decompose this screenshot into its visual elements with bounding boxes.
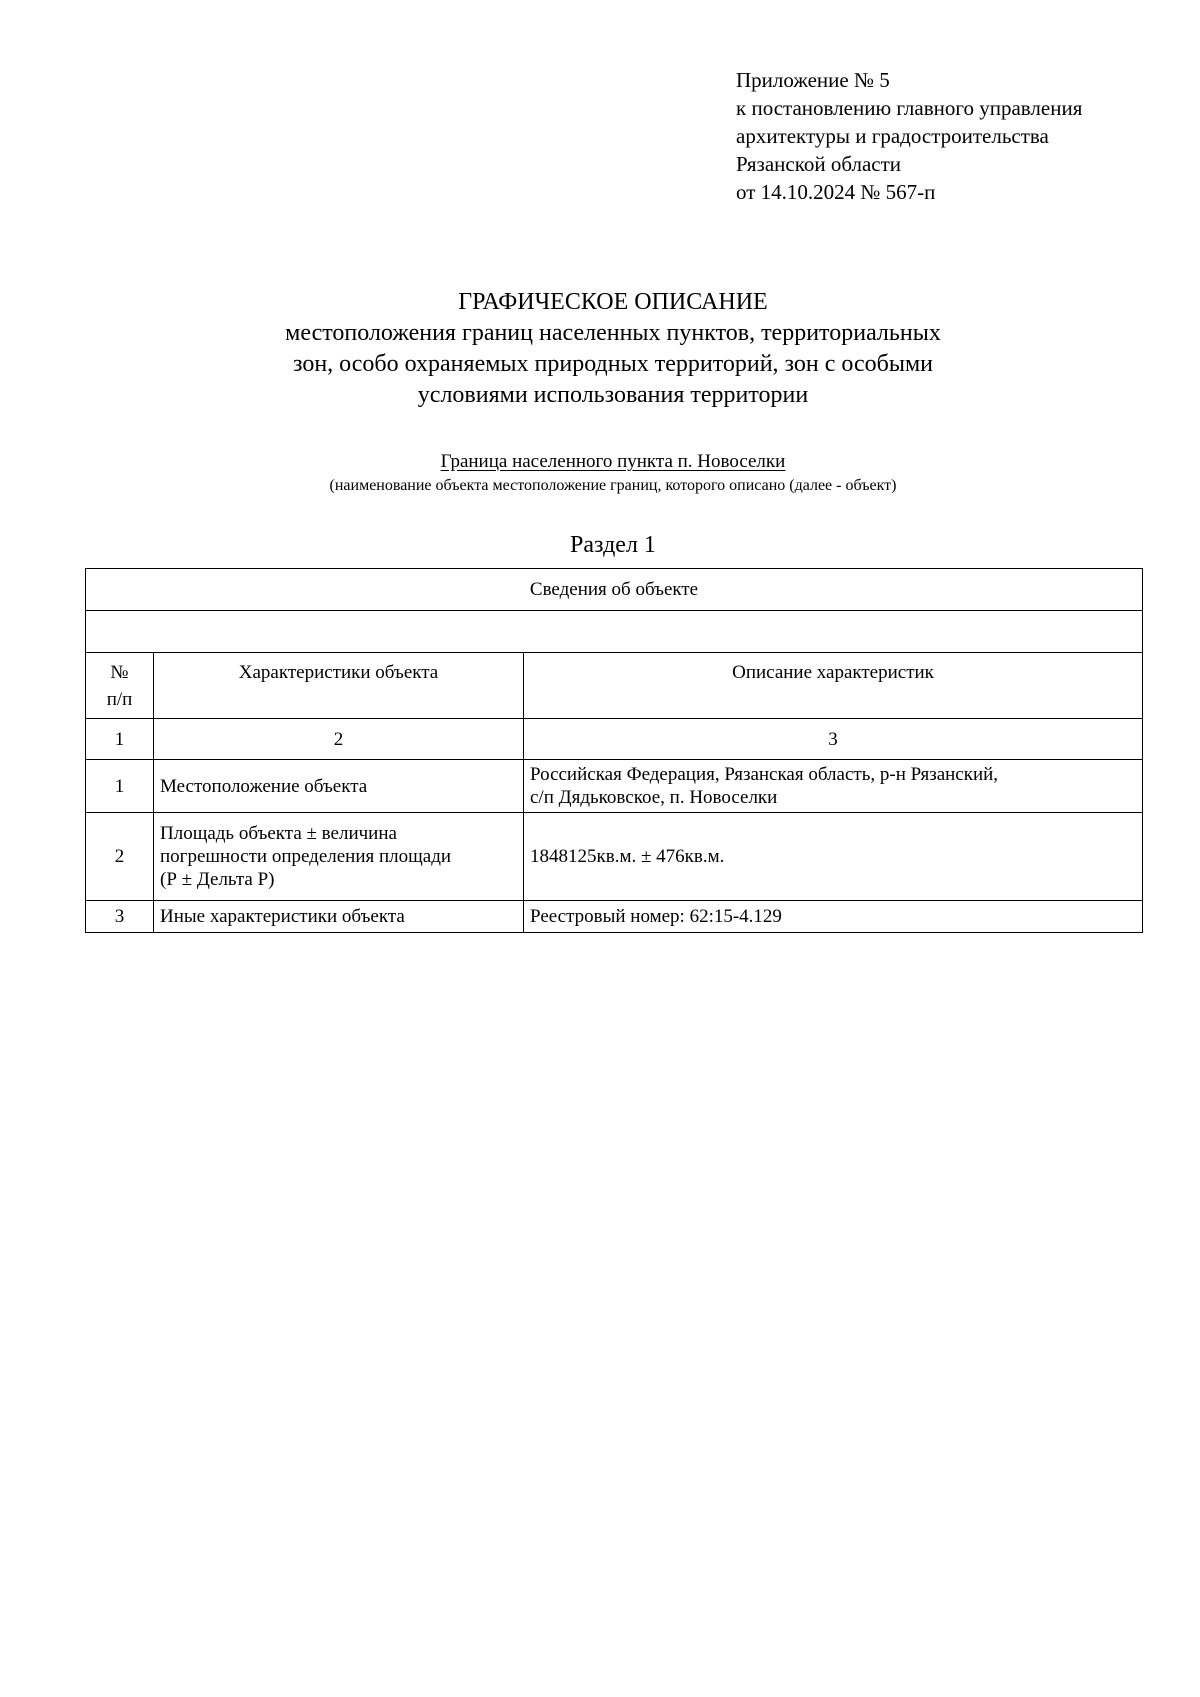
row-number: 1 [86,760,154,813]
column-number: 3 [524,719,1143,760]
table-caption-row [86,569,1143,611]
table-row [86,901,1143,933]
row-characteristic: Иные характеристики объекта [154,901,524,933]
appendix-line: архитектуры и градостроительства [736,124,1049,148]
header-num [86,653,154,719]
object-info-table [85,568,1143,933]
object-name [0,450,1200,474]
row-description: Реестровый номер: 62:15-4.129 [524,901,1143,933]
row-characteristic [154,813,524,901]
column-number: 1 [86,719,154,760]
table-header-row [86,653,1143,719]
table-row [86,813,1143,901]
table-column-number-row [86,719,1143,760]
object-name-note: (наименование объекта местоположение границ, которого описано (далее - объект) [329,477,897,494]
row-characteristic: Местоположение объекта [154,760,524,813]
header-description: Описание характеристик [524,653,1143,719]
row-description [524,760,1143,813]
table-empty-cell [86,611,1143,653]
row-characteristic-line: (Р ± Дельта Р) [160,869,275,890]
section-title: Раздел 1 [570,532,656,558]
row-number: 2 [86,813,154,901]
appendix-header [736,66,1082,206]
table-row [86,760,1143,813]
object-name-text: Граница населенного пункта п. Новоселки [440,451,786,472]
appendix-line: к постановлению главного управления [736,96,1083,120]
row-number: 3 [86,901,154,933]
row-description-line: Российская Федерация, Рязанская область, р-н Рязанский, [530,764,999,785]
appendix-line: Приложение № 5 [736,68,890,92]
row-description: 1848125кв.м. ± 476кв.м. [524,813,1143,901]
column-number: 2 [154,719,524,760]
document-title-line: условиями использования территории [417,382,809,408]
document-title-line: зон, особо охраняемых природных территорий, зон с особыми [292,351,934,377]
row-characteristic-line: Площадь объекта ± величина [160,823,397,844]
row-description-line: с/п Дядьковское, п. Новоселки [530,787,778,808]
document-title-line: ГРАФИЧЕСКОЕ ОПИСАНИЕ [458,289,768,315]
table-empty-row [86,611,1143,653]
row-characteristic-line: погрешности определения площади [160,846,452,867]
header-num-line: п/п [106,689,133,710]
header-num-line: № [110,662,129,683]
header-characteristic: Характеристики объекта [154,653,524,719]
appendix-line: от 14.10.2024 № 567-п [736,180,936,204]
appendix-line: Рязанской области [736,152,902,176]
document-title-line: местоположения границ населенных пунктов, территориальных [285,320,941,346]
document-title [0,287,1200,411]
table-caption: Сведения об объекте [86,569,1143,611]
